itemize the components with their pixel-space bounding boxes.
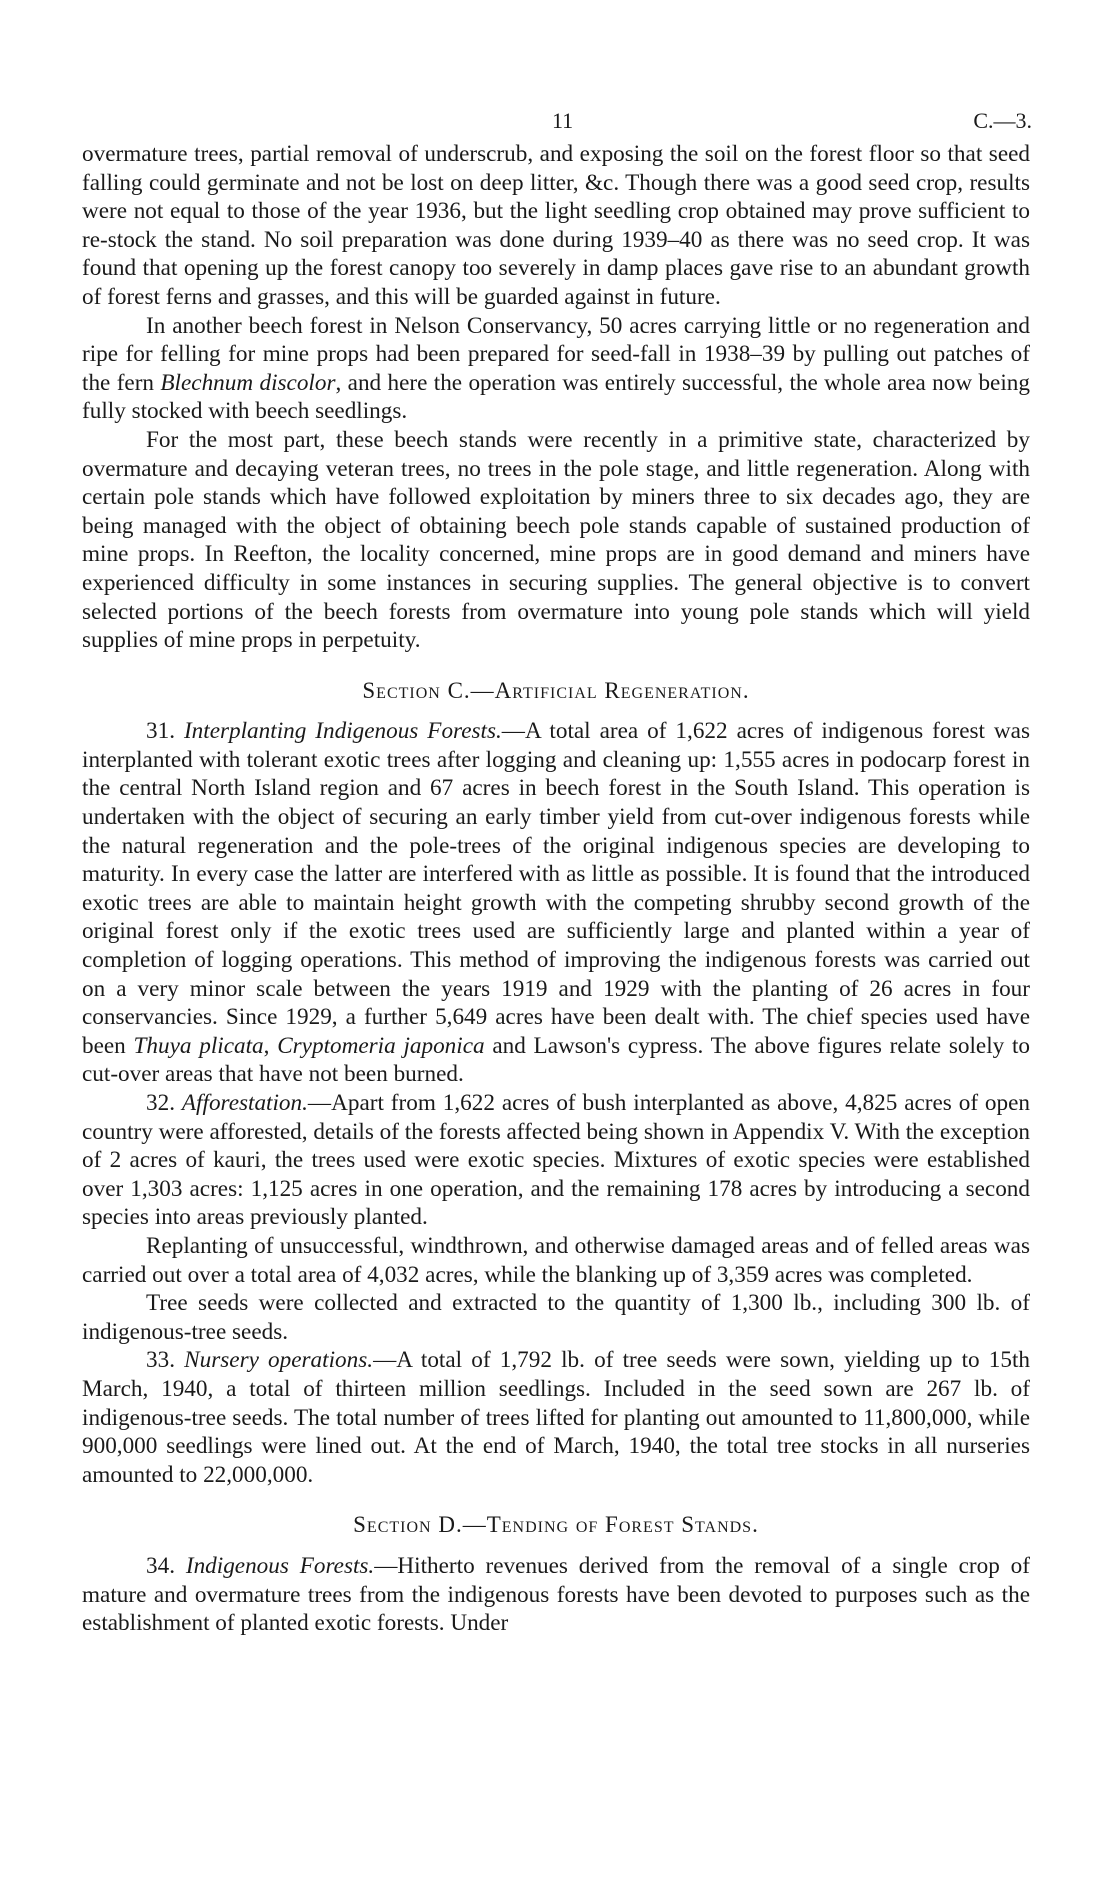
paragraph-33: 33. Nursery operations.—A total of 1,792 lb. of tree seeds were sown, yielding up to 15th March, 1940, a total of thirteen million seedlings. Included in the seed sown are 267 lb. of indigenous-tree seeds. The total number of trees lifted for planting out amounted to 11,800,000, while 900,000 seedlings were lined out. At the end of March, 1940, the total tree stocks in all nurseries amounted to 22,000,000.: [82, 1347, 1031, 1488]
paragraph-31-title: Interplanting Indigenous Forests.: [183, 718, 502, 745]
paragraph-nelson-beech: In another beech forest in Nelson Conservancy, 50 acres carrying little or no regeneration and ripe for felling for mine props had been prepared for seed-fall in 1938–39 by pulling out patches of the fern Blechnum discolor, and here the operation was entirely successful, the whole area now being fully stocked with beech seedlings.: [82, 312, 1030, 425]
document-body: [82, 140, 1030, 1638]
species-thuya: Thuya plicata: [133, 1032, 264, 1059]
paragraph-tree-seeds: Tree seeds were collected and extracted to the quantity of 1,300 lb., including 300 lb. of indigenous-tree seeds.: [82, 1290, 1030, 1345]
paragraph-33-title: Nursery operations.: [184, 1347, 374, 1374]
document-reference: C.—3.: [973, 108, 1032, 133]
fern-species-name: Blechnum discolor: [160, 369, 336, 396]
section-c-heading: Section C.—Artificial Regeneration.: [362, 677, 750, 703]
paragraph-32: 32. Afforestation.—Apart from 1,622 acres of bush interplanted as above, 4,825 acres of open country were afforested, details of the forests affected being shown in Appendix V. With the exception of 2 acres of kauri, the trees used were exotic species. Mixtures of exotic species were established over 1,303 acres: 1,125 acres in one operation, and the remaining 178 acres by introducing a second species into areas previously planted.: [82, 1090, 1031, 1231]
section-d-heading: Section D.—Tending of Forest Stands.: [353, 1512, 759, 1538]
paragraph-31: 31. Interplanting Indigenous Forests.—A total area of 1,622 acres of indigenous forest was interplanted with tolerant exotic trees after logging and cleaning up: 1,555 acres in podocarp forest in the central North Island region and 67 acres in beech forest in the South Island. This operation is undertaken with the object of securing an early timber yield from cut-over indigenous forests while the natural regeneration and the pole-trees of the original indigenous species are developing to maturity. In every case the latter are interfered with as little as possible. It is found that the introduced exotic trees are able to maintain height growth with the competing shrubby second growth of the original forest only if the exotic trees used are sufficiently large and planted within a year of completion of logging operations. This method of improving the indigenous forests was carried out on a very minor scale between the years 1919 and 1929 with the planting of 26 acres in four conservancies. Since 1929, a further 5,649 acres have been dealt with. The chief species used have been Thuya plicata, Cryptomeria japonica and Lawson's cypress. The above figures relate solely to cut-over areas that have not been burned.: [82, 718, 1031, 1088]
species-cryptomeria: Cryptomeria japonica: [277, 1032, 485, 1059]
paragraph-beech-stands: For the most part, these beech stands were recently in a primitive state, characterized by overmature and decaying veteran trees, no trees in the pole stage, and little regeneration. Along with certain pole stands which have followed exploitation by miners three to six decades ago, they are being managed with the object of obtaining beech pole stands capable of sustained production of mine props. In Reefton, the locality concerned, mine props are in good demand and miners have experienced difficulty in some instances in securing supplies. The general objective is to convert selected portions of the beech forests from overmature into young pole stands which will yield supplies of mine props in perpetuity.: [82, 426, 1030, 654]
page-number: 11: [552, 108, 574, 133]
paragraph-32-title: Afforestation.: [181, 1090, 308, 1116]
paragraph-34: 34. Indigenous Forests.—Hitherto revenues derived from the removal of a single crop of mature and overmature trees from the indigenous forests have been devoted to purposes such as the establishment of planted exotic forests. Under: [82, 1552, 1030, 1637]
paragraph-replanting: Replanting of unsuccessful, windthrown, and otherwise damaged areas and of felled areas was carried out over a total area of 4,032 acres, while the blanking up of 3,359 acres was completed.: [82, 1232, 1030, 1288]
paragraph-34-title: Indigenous Forests.: [185, 1552, 375, 1579]
paragraph-continued: overmature trees, partial removal of underscrub, and exposing the soil on the forest floor so that seed falling could germinate and not be lost on deep litter, &c. Though there was a good seed crop, results were not equal to those of the year 1936, but the light seedling crop obtained may prove sufficient to re-stock the stand. No soil preparation was done during 1939–40 as there was no seed crop. It was found that opening up the forest canopy too severely in damp places gave rise to an abundant growth of forest ferns and grasses, and this will be guarded against in future.: [82, 141, 1030, 310]
page-header: [0, 108, 1114, 138]
